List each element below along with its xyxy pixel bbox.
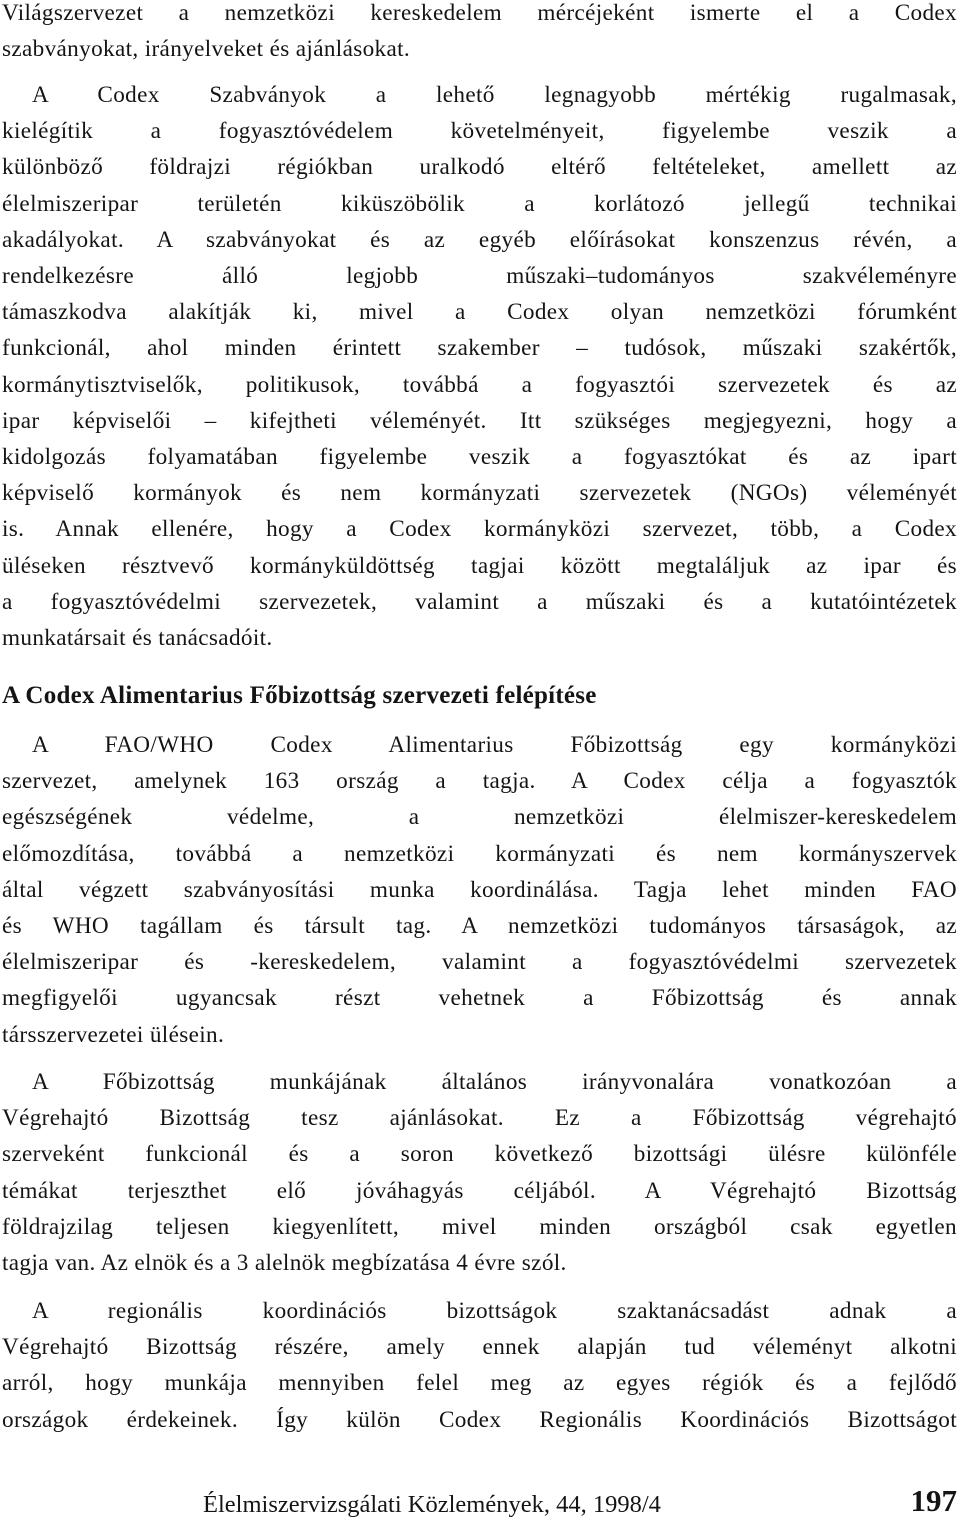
text-line: üléseken résztvevő kormányküldöttség tagjai között megtaláljuk az ipar és — [2, 552, 957, 579]
text-line: szabványokat, irányelveket és ajánlásokat. — [2, 36, 411, 63]
text-line: A FAO/WHO Codex Alimentarius Főbizottság egy kormányközi — [32, 732, 957, 758]
text-line: ipar képviselői – kifejtheti véleményét. Itt szükséges megjegyezni, hogy a — [2, 407, 957, 434]
text-line: arról, hogy munkája mennyiben felel meg az egyes régiók és a fejlődő — [2, 1370, 957, 1397]
text-line: is. Annak ellenére, hogy a Codex kormányközi szervezet, több, a Codex — [2, 516, 957, 543]
text-line: kielégítik a fogyasztóvédelem követelményeit, figyelembe veszik a — [2, 118, 957, 145]
text-line: megfigyelői ugyancsak részt vehetnek a Főbizottság és annak — [2, 985, 957, 1012]
text-line: munkatársait és tanácsadóit. — [2, 625, 273, 652]
section-heading: A Codex Alimentarius Főbizottság szervezeti felépítése — [2, 682, 597, 709]
text-line: a fogyasztóvédelmi szervezetek, valamint a műszaki és a kutatóintézetek — [2, 588, 957, 615]
text-line: különböző földrajzi régiókban uralkodó eltérő feltételeket, amellett az — [2, 154, 957, 181]
text-line: szerveként funkcionál és a soron következő bizottsági ülésre különféle — [2, 1141, 957, 1168]
text-line: kormánytisztviselők, politikusok, továbbá a fogyasztói szervezetek és az — [2, 371, 957, 398]
text-line: A regionális koordinációs bizottságok szaktanácsadást adnak a — [32, 1298, 957, 1324]
text-line: kidolgozás folyamatában figyelembe veszik a fogyasztókat és az ipart — [2, 444, 957, 471]
paragraph-4 — [2, 1064, 957, 1281]
paragraph-5 — [2, 1293, 957, 1438]
journal-citation: Élelmiszervizsgálati Közlemények, 44, 1998/4 — [203, 1491, 661, 1518]
text-line: Végrehajtó Bizottság tesz ajánlásokat. Ez a Főbizottság végrehajtó — [2, 1105, 957, 1132]
text-line: rendelkezésre álló legjobb műszaki–tudományos szakvéleményre — [2, 263, 957, 290]
text-line: támaszkodva alakítják ki, mivel a Codex olyan nemzetközi fórumként — [2, 299, 957, 326]
text-line: szervezet, amelynek 163 ország a tagja. A Codex célja a fogyasztók — [2, 768, 957, 795]
text-line: által végzett szabványosítási munka koordinálása. Tagja lehet minden FAO — [2, 876, 957, 903]
text-line: élelmiszeripar területén kiküszöbölik a korlátozó jellegű technikai — [2, 190, 957, 217]
page-number: 197 — [910, 1483, 957, 1518]
paragraph-1 — [2, 0, 957, 67]
text-line: élelmiszeripar és -kereskedelem, valamint a fogyasztóvédelmi szervezetek — [2, 949, 957, 976]
text-line: tagja van. Az elnök és a 3 alelnök megbízatása 4 évre szól. — [2, 1250, 567, 1277]
text-line: funkcionál, ahol minden érintett szakember – tudósok, műszaki szakértők, — [2, 335, 957, 362]
text-line: akadályokat. A szabványokat és az egyéb előírásokat konszenzus révén, a — [2, 226, 957, 253]
text-line: képviselő kormányok és nem kormányzati szervezetek (NGOs) véleményét — [2, 480, 957, 507]
text-line: Világszervezet a nemzetközi kereskedelem mércéjeként ismerte el a Codex — [2, 0, 957, 26]
text-line: társszervezetei ülésein. — [2, 1021, 225, 1048]
paragraph-3 — [2, 727, 957, 1053]
text-line: és WHO tagállam és társult tag. A nemzetközi tudományos társaságok, az — [2, 913, 957, 940]
paragraph-2 — [2, 77, 957, 656]
text-line: egészségének védelme, a nemzetközi élelmiszer-kereskedelem — [2, 804, 957, 831]
text-line: földrajzilag teljesen kiegyenlített, mivel minden országból csak egyetlen — [2, 1213, 957, 1240]
text-line: A Főbizottság munkájának általános irányvonalára vonatkozóan a — [32, 1069, 957, 1095]
text-line: országok érdekeinek. Így külön Codex Regionális Koordinációs Bizottságot — [2, 1406, 957, 1433]
text-line: előmozdítása, továbbá a nemzetközi kormányzati és nem kormányszervek — [2, 840, 957, 867]
text-line: témákat terjeszthet elő jóváhagyás céljából. A Végrehajtó Bizottság — [2, 1177, 957, 1204]
text-line: Végrehajtó Bizottság részére, amely ennek alapján tud véleményt alkotni — [2, 1334, 957, 1361]
text-line: A Codex Szabványok a lehető legnagyobb mértékig rugalmasak, — [32, 82, 957, 108]
